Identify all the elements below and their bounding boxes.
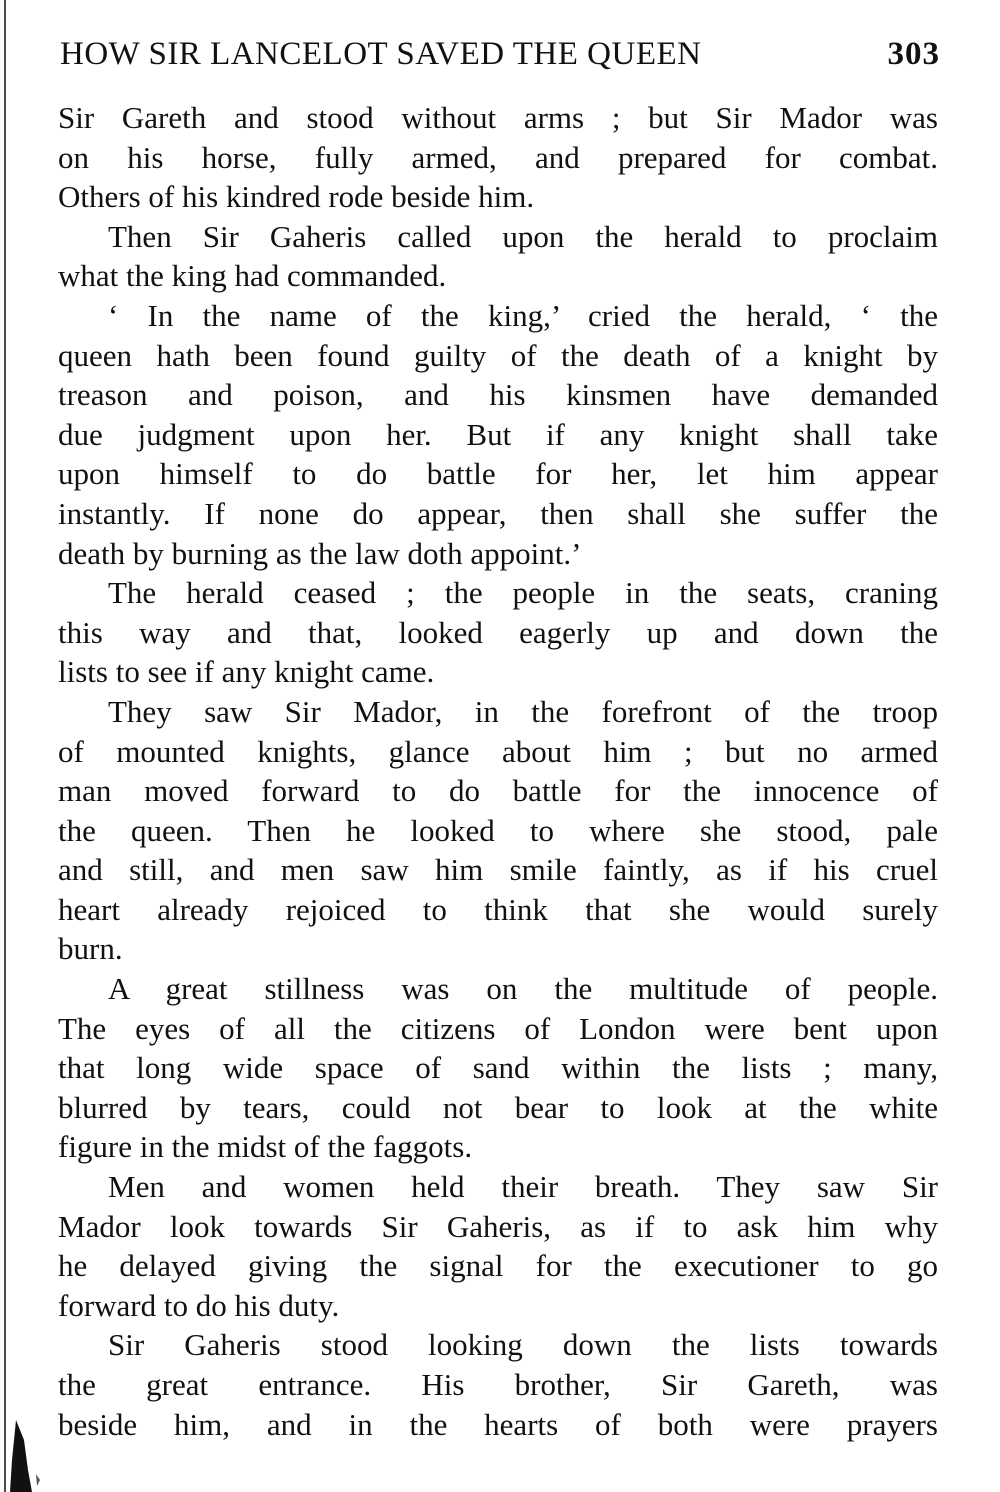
binding-shadow-mark [6,1400,48,1492]
text-line: this way and that, looked eagerly up and down the [58,614,938,650]
text-line: and still, and men saw him smile faintly, as if his cruel [58,852,938,888]
text-line: burn. [58,931,123,967]
body-text [58,98,938,1444]
text-line: beside him, and in the hearts of both were prayers [58,1406,938,1442]
text-line: queen hath been found guilty of the death of a knight by [58,337,938,373]
text-line: man moved forward to do battle for the innocence of [58,773,938,809]
text-line: Sir Gaheris stood looking down the lists towards [108,1327,938,1363]
text-line: Sir Gareth and stood without arms ; but Sir Mador was [58,100,938,135]
text-line: The herald ceased ; the people in the seats, craning [108,575,938,611]
text-line: The eyes of all the citizens of London were bent upon [58,1010,938,1046]
text-line: forward to do his duty. [58,1287,340,1323]
page-number: 303 [887,36,940,72]
text-line: blurred by tears, could not bear to look at the white [58,1089,938,1125]
binding-edge-line [4,0,6,1492]
text-line: he delayed giving the signal for the executioner to go [58,1248,938,1284]
text-line: of mounted knights, glance about him ; but no armed [58,733,938,769]
text-line: Men and women held their breath. They saw Sir [108,1169,938,1205]
text-line: ‘ In the name of the king,’ cried the herald, ‘ the [108,297,938,333]
running-header-title: HOW SIR LANCELOT SAVED THE QUEEN [60,36,702,72]
text-line: due judgment upon her. But if any knight shall take [58,416,938,452]
text-line: Others of his kindred rode beside him. [58,179,535,215]
text-line: treason and poison, and his kinsmen have demanded [58,377,938,413]
text-line: that long wide space of sand within the lists ; many, [58,1050,938,1086]
text-line: A great stillness was on the multitude of people. [108,971,938,1007]
text-line: the queen. Then he looked to where she stood, pale [58,812,938,848]
text-line: They saw Sir Mador, in the forefront of the troop [108,693,938,729]
text-line: on his horse, fully armed, and prepared for combat. [58,139,938,175]
text-line: figure in the midst of the faggots. [58,1129,473,1165]
running-header [60,36,940,84]
text-line: Then Sir Gaheris called upon the herald to proclaim [108,218,938,254]
text-line: death by burning as the law doth appoint.’ [58,535,582,571]
text-line: Mador look towards Sir Gaheris, as if to ask him why [58,1208,938,1244]
text-line: what the king had commanded. [58,258,447,294]
text-line: lists to see if any knight came. [58,654,435,690]
text-line: heart already rejoiced to think that she would surely [58,891,938,927]
text-line: the great entrance. His brother, Sir Gareth, was [58,1367,938,1402]
text-line: instantly. If none do appear, then shall she suffer the [58,495,938,531]
text-line: upon himself to do battle for her, let him appear [58,456,938,492]
